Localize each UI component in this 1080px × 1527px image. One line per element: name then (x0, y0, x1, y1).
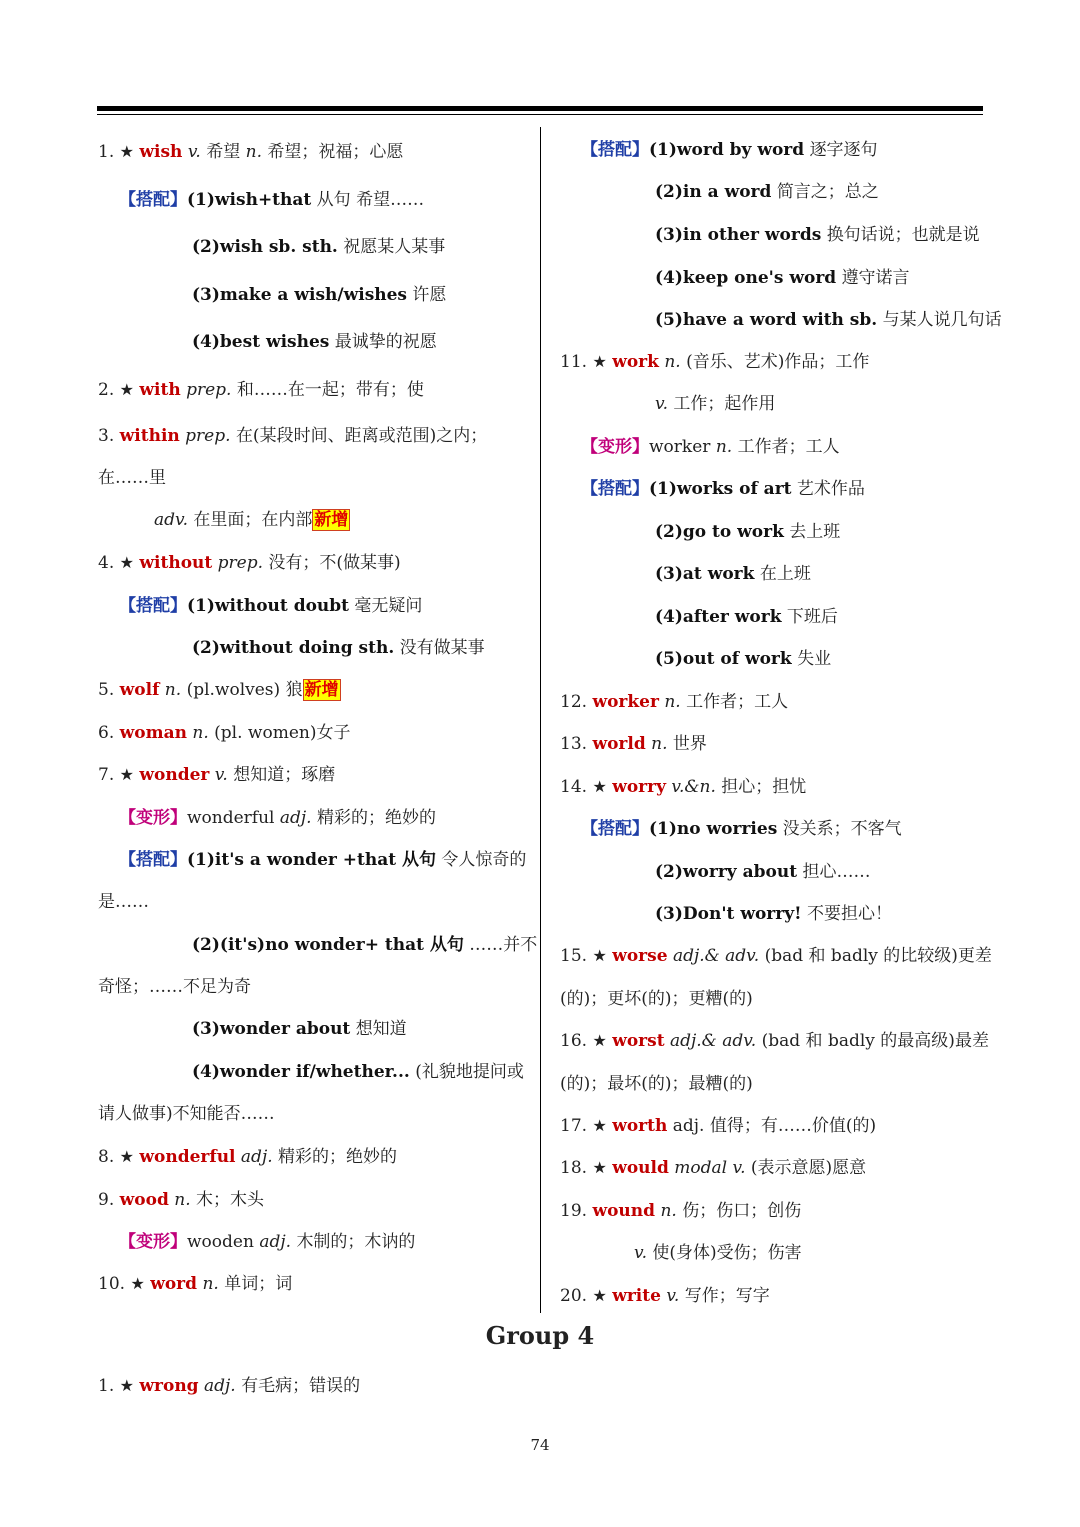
star-icon: ★ (119, 1147, 134, 1166)
meaning: (表示意愿)愿意 (750, 1158, 867, 1178)
meaning: 木制的；木讷的 (296, 1232, 416, 1252)
page-number: 74 (530, 1436, 550, 1454)
star-icon: ★ (592, 1286, 607, 1305)
part-of-speech: n. (245, 142, 262, 162)
meaning: 请人做事)不知能否…… (98, 1104, 275, 1124)
part-of-speech: adj. (259, 1232, 292, 1252)
entry-number: 16. (560, 1031, 588, 1051)
meaning: 想知道；琢磨 (233, 765, 336, 785)
headword: without (139, 553, 213, 573)
part-of-speech: n. (202, 1274, 219, 1294)
headword: with (139, 380, 181, 400)
collocation-line (655, 562, 811, 586)
headword: worry (612, 777, 666, 797)
meaning: 希望；祝福；心愿 (267, 142, 404, 162)
headword: wonder (139, 765, 210, 785)
phrase: (4)wonder if/whether... (192, 1062, 410, 1082)
star-icon: ★ (119, 553, 134, 572)
meaning: 与某人说几句话 (882, 310, 1002, 330)
entry-wrong (98, 1374, 360, 1398)
variant-word: wooden (187, 1232, 254, 1252)
header-rule-thin (97, 114, 983, 115)
meaning: 在里面；在内部 (193, 510, 313, 530)
star-icon: ★ (592, 1158, 607, 1177)
variant-line (119, 1230, 415, 1254)
collocation-line (119, 594, 422, 618)
meaning: 简言之；总之 (776, 182, 879, 202)
meaning-continuation (98, 975, 251, 999)
phrase: (3)make a wish/wishes (192, 285, 408, 305)
star-icon: ★ (592, 1031, 607, 1050)
part-of-speech: n. (164, 680, 182, 700)
phrase: (2)worry about (655, 862, 798, 882)
entry-number: 6. (98, 723, 115, 743)
entry-number: 9. (98, 1190, 115, 1210)
entry-number: 7. (98, 765, 115, 785)
meaning-continuation (98, 1102, 275, 1126)
star-icon: ★ (592, 352, 607, 371)
collocation-line (192, 283, 446, 307)
meaning: 在(某段时间、距离或范围)之内； (235, 426, 488, 446)
meaning: 失业 (797, 649, 832, 669)
meaning: 从句 希望…… (316, 190, 425, 210)
headword: worse (612, 946, 668, 966)
entry-word (98, 1272, 292, 1296)
headword: worst (612, 1031, 665, 1051)
meaning: 奇怪；……不足为奇 (98, 977, 251, 997)
headword: wrong (139, 1376, 199, 1396)
part-of-speech: n. (174, 1190, 191, 1210)
meaning: 和……在一起；带有；使 (236, 380, 424, 400)
phrase: (5)have a word with sb. (655, 310, 878, 330)
part-of-speech: prep. (217, 553, 264, 573)
sense-line (634, 1241, 802, 1265)
collocation-line (192, 330, 437, 354)
phrase: (4)after work (655, 607, 782, 627)
meaning: 去上班 (789, 522, 841, 542)
phrase: (4)keep one's word (655, 268, 837, 288)
meaning: 遵守诺言 (841, 268, 910, 288)
new-badge: 新增 (314, 510, 349, 530)
collocation-line (192, 636, 485, 660)
meaning: 世界 (672, 734, 707, 754)
meaning: ……并不 (469, 935, 538, 955)
part-of-speech: prep. (186, 380, 232, 400)
meaning: 毫无疑问 (354, 596, 423, 616)
headword: wood (119, 1190, 169, 1210)
meaning: 许愿 (412, 285, 447, 305)
star-icon: ★ (119, 380, 134, 399)
entry-within (98, 424, 487, 448)
phrase: (1)it's a wonder +that 从句 (187, 850, 437, 870)
sense-line (154, 508, 350, 532)
star-icon: ★ (592, 1116, 607, 1135)
meaning: 值得；有……价值(的) (709, 1116, 877, 1136)
variant-line (119, 806, 436, 830)
meaning-continuation (560, 987, 753, 1011)
part-of-speech: adj.& adv. (672, 946, 760, 966)
collocation-line (655, 266, 910, 290)
collocation-line (655, 605, 838, 629)
part-of-speech: adj. (240, 1147, 273, 1167)
collocation-line (119, 188, 424, 212)
collocation-tag: 【搭配】 (581, 819, 649, 839)
phrase: (1)wish+that (187, 190, 312, 210)
entry-number: 8. (98, 1147, 115, 1167)
phrase: (2)wish sb. sth. (192, 237, 338, 257)
entry-number: 10. (98, 1274, 126, 1294)
meaning: 有毛病；错误的 (241, 1376, 361, 1396)
part-of-speech: n. (664, 692, 681, 712)
part-of-speech: v. (666, 1286, 680, 1306)
collocation-tag: 【搭配】 (119, 850, 187, 870)
entry-number: 18. (560, 1158, 588, 1178)
meaning-continuation (560, 1072, 753, 1096)
phrase: (4)best wishes (192, 332, 330, 352)
part-of-speech: adv. (154, 510, 189, 530)
meaning: 下班后 (786, 607, 838, 627)
meaning: 不要担心！ (806, 904, 892, 924)
part-of-speech: adj. (279, 808, 312, 828)
meaning: 换句话说；也就是说 (826, 225, 980, 245)
entry-world (560, 732, 707, 756)
headword: word (150, 1274, 198, 1294)
headword: wonderful (139, 1147, 236, 1167)
entry-wonder (98, 763, 335, 787)
headword: world (592, 734, 646, 754)
headword: write (612, 1286, 661, 1306)
meaning: 逐字逐句 (809, 140, 878, 160)
meaning: 想知道 (355, 1019, 407, 1039)
collocation-line (192, 1017, 407, 1041)
meaning: (的)；最坏(的)；最糟(的) (560, 1074, 753, 1094)
part-of-speech: v. (214, 765, 228, 785)
new-badge: 新增 (304, 680, 339, 700)
entry-wolf (98, 678, 341, 702)
part-of-speech: prep. (185, 426, 231, 446)
meaning: 没有；不(做某事) (268, 553, 401, 573)
meaning: 伤；伤口；创伤 (682, 1201, 802, 1221)
meaning: 没关系；不客气 (782, 819, 902, 839)
phrase: (1)no worries (649, 819, 778, 839)
meaning: 精彩的；绝妙的 (317, 808, 436, 828)
star-icon: ★ (130, 1274, 145, 1293)
collocation-line (655, 520, 840, 544)
meaning: (pl. women)女子 (214, 723, 351, 743)
entry-worst (560, 1029, 989, 1053)
variant-tag: 【变形】 (119, 808, 187, 828)
collocation-line (655, 180, 879, 204)
entry-number: 2. (98, 380, 115, 400)
collocation-line (581, 138, 878, 162)
entry-wood (98, 1188, 264, 1212)
part-of-speech: n. (664, 352, 681, 372)
meaning: 木；木头 (196, 1190, 265, 1210)
entry-worry (560, 775, 806, 799)
meaning: 精彩的；绝妙的 (278, 1147, 398, 1167)
meaning: (的)；更坏(的)；更糟(的) (560, 989, 753, 1009)
star-icon: ★ (592, 777, 607, 796)
entry-work (560, 350, 869, 374)
variant-word: worker (649, 437, 711, 457)
meaning: 祝愿某人某事 (343, 237, 446, 257)
phrase: (2)(it's)no wonder+ that 从句 (192, 935, 464, 955)
entry-number: 1. (98, 1376, 115, 1396)
meaning: (音乐、艺术)作品；工作 (686, 352, 870, 372)
meaning-continuation (98, 466, 166, 490)
star-icon: ★ (119, 142, 134, 161)
header-rule-thick (97, 106, 983, 111)
entry-number: 20. (560, 1286, 588, 1306)
entry-worse (560, 944, 992, 968)
collocation-tag: 【搭配】 (581, 479, 649, 499)
collocation-line (581, 817, 902, 841)
meaning: (pl.wolves) 狼 (186, 680, 303, 700)
entry-wonderful (98, 1145, 397, 1169)
entry-with (98, 378, 424, 402)
meaning: (礼貌地提问或 (415, 1062, 524, 1082)
meaning: 工作者；工人 (686, 692, 789, 712)
part-of-speech: adj. (203, 1376, 236, 1396)
headword: wolf (119, 680, 160, 700)
collocation-line (655, 647, 831, 671)
part-of-speech: n. (715, 437, 733, 457)
headword: wound (592, 1201, 656, 1221)
meaning: 使(身体)受伤；伤害 (652, 1243, 802, 1263)
sense-line (655, 392, 775, 416)
part-of-speech: n. (651, 734, 668, 754)
entry-number: 4. (98, 553, 115, 573)
collocation-line (581, 477, 865, 501)
phrase: (1)word by word (649, 140, 805, 160)
headword: wish (139, 142, 183, 162)
phrase: (3)at work (655, 564, 755, 584)
meaning: 在上班 (759, 564, 811, 584)
phrase: (2)go to work (655, 522, 784, 542)
part-of-speech: v.&n. (671, 777, 716, 797)
entry-number: 14. (560, 777, 588, 797)
collocation-line (192, 933, 537, 957)
star-icon: ★ (119, 765, 134, 784)
meaning: 没有做某事 (399, 638, 485, 658)
entry-number: 5. (98, 680, 115, 700)
entry-number: 1. (98, 142, 115, 162)
part-of-speech: adj. (672, 1116, 705, 1136)
variant-line (581, 435, 840, 459)
meaning: 令人惊奇的 (441, 850, 527, 870)
entry-number: 13. (560, 734, 588, 754)
collocation-line (119, 848, 526, 872)
meaning: 工作；起作用 (673, 394, 776, 414)
meaning: 担心…… (802, 862, 871, 882)
variant-word: wonderful (187, 808, 275, 828)
phrase: (3)wonder about (192, 1019, 351, 1039)
phrase: (3)Don't worry! (655, 904, 802, 924)
headword: worker (592, 692, 659, 712)
star-icon: ★ (119, 1376, 134, 1395)
meaning: 写作；写字 (684, 1286, 770, 1306)
star-icon: ★ (592, 946, 607, 965)
phrase: (2)in a word (655, 182, 772, 202)
meaning: 是…… (98, 892, 149, 912)
entry-wish (98, 140, 403, 164)
phrase: (2)without doing sth. (192, 638, 395, 658)
part-of-speech: v. (634, 1243, 647, 1263)
collocation-line (655, 860, 870, 884)
headword: work (612, 352, 659, 372)
entry-worker (560, 690, 788, 714)
meaning: 希望 (206, 142, 241, 162)
entry-number: 11. (560, 352, 588, 372)
meaning: 单词；词 (224, 1274, 293, 1294)
collocation-tag: 【搭配】 (119, 596, 187, 616)
entry-number: 19. (560, 1201, 588, 1221)
entry-worth (560, 1114, 876, 1138)
collocation-tag: 【搭配】 (119, 190, 187, 210)
part-of-speech: n. (192, 723, 209, 743)
entry-number: 3. (98, 426, 115, 446)
entry-number: 15. (560, 946, 588, 966)
part-of-speech: adj.& adv. (669, 1031, 757, 1051)
collocation-line (192, 235, 445, 259)
phrase: (3)in other words (655, 225, 822, 245)
entry-would (560, 1156, 866, 1180)
meaning-continuation (98, 890, 149, 914)
part-of-speech: v. (655, 394, 668, 414)
entry-write (560, 1284, 770, 1308)
phrase: (1)without doubt (187, 596, 350, 616)
headword: would (612, 1158, 669, 1178)
phrase: (5)out of work (655, 649, 792, 669)
variant-tag: 【变形】 (119, 1232, 187, 1252)
meaning: 最诚挚的祝愿 (334, 332, 437, 352)
collocation-line (655, 308, 1002, 332)
collocation-line (655, 223, 980, 247)
part-of-speech: n. (660, 1201, 677, 1221)
entry-wound (560, 1199, 801, 1223)
part-of-speech: modal v. (674, 1158, 746, 1178)
meaning: (bad 和 badly 的比较级)更差 (764, 946, 992, 966)
phrase: (1)works of art (649, 479, 792, 499)
part-of-speech: v. (187, 142, 201, 162)
meaning: (bad 和 badly 的最高级)最差 (761, 1031, 989, 1051)
variant-tag: 【变形】 (581, 437, 649, 457)
collocation-line (655, 902, 892, 926)
meaning: 担心；担忧 (721, 777, 807, 797)
collocation-tag: 【搭配】 (581, 140, 649, 160)
entry-woman (98, 721, 350, 745)
collocation-line (192, 1060, 524, 1084)
headword: within (119, 426, 180, 446)
group-title: Group 4 (485, 1321, 595, 1350)
meaning: 在……里 (98, 468, 166, 488)
entry-number: 12. (560, 692, 588, 712)
entry-without (98, 551, 401, 575)
entry-number: 17. (560, 1116, 588, 1136)
headword: worth (612, 1116, 668, 1136)
meaning: 工作者；工人 (737, 437, 840, 457)
headword: woman (119, 723, 187, 743)
meaning: 艺术作品 (796, 479, 865, 499)
column-divider (540, 127, 541, 1313)
